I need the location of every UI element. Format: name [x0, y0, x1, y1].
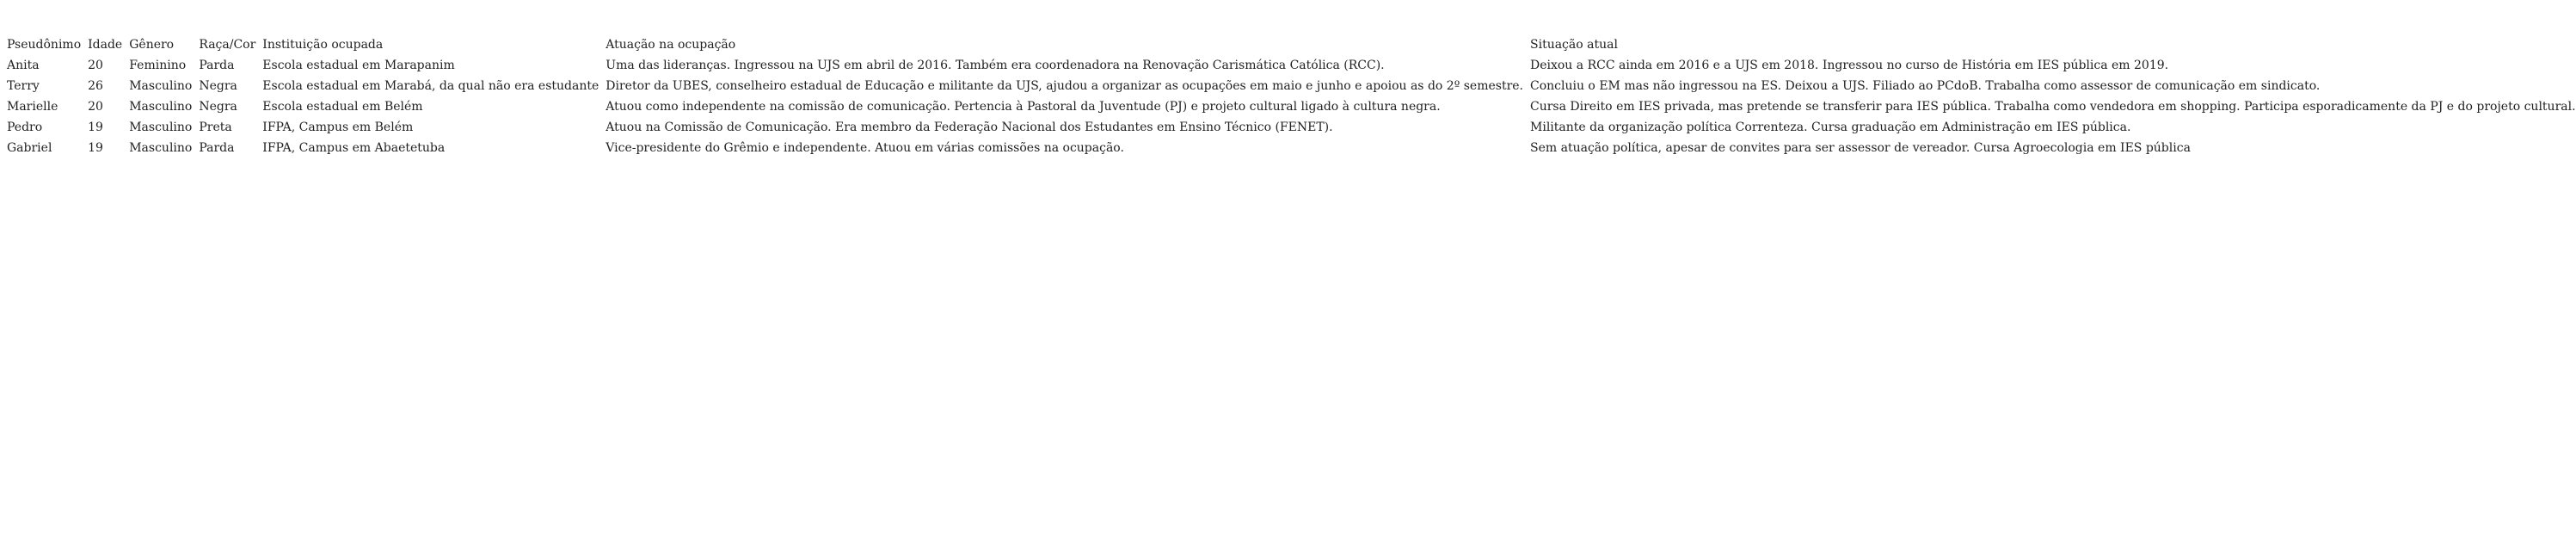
header-situacao: Situação atual — [1530, 38, 1618, 52]
cell-genero: Masculino — [129, 100, 193, 114]
cell-genero: Feminino — [129, 59, 187, 72]
cell-idade: 19 — [88, 121, 103, 134]
header-raca-cor: Raça/Cor — [199, 38, 256, 52]
cell-pseudonimo: Terry — [7, 79, 40, 93]
cell-raca-cor: Parda — [199, 59, 235, 72]
cell-idade: 19 — [88, 141, 103, 155]
cell-situacao: Cursa Direito em IES privada, mas pretende se transferir para IES pública. Trabalha como vendedora em shopping. Participa esporadicamente da PJ e do projeto cultural. — [1530, 100, 2576, 114]
cell-raca-cor: Negra — [199, 79, 237, 93]
header-idade: Idade — [88, 38, 123, 52]
cell-idade: 26 — [88, 79, 103, 93]
header-genero: Gênero — [129, 38, 175, 52]
cell-genero: Masculino — [129, 79, 193, 93]
data-table — [0, 34, 2576, 158]
cell-genero: Masculino — [129, 121, 193, 134]
cell-instituicao: Escola estadual em Marapanim — [262, 59, 455, 72]
table-row — [0, 76, 2576, 96]
cell-atuacao: Uma das lideranças. Ingressou na UJS em abril de 2016. Também era coordenadora na Renovação Carismática Católica (RCC). — [606, 59, 1385, 72]
cell-atuacao: Atuou como independente na comissão de comunicação. Pertencia à Pastoral da Juventude (PJ) e projeto cultural ligado à cultura negra. — [606, 100, 1441, 114]
cell-situacao: Militante da organização política Correnteza. Cursa graduação em Administração em IES pública. — [1530, 121, 2131, 134]
cell-instituicao: IFPA, Campus em Abaetetuba — [262, 141, 446, 155]
cell-situacao: Concluiu o EM mas não ingressou na ES. Deixou a UJS. Filiado ao PCdoB. Trabalha como assessor de comunicação em sindicato. — [1530, 79, 2321, 93]
table-row — [0, 117, 2576, 138]
cell-raca-cor: Parda — [199, 141, 235, 155]
cell-instituicao: Escola estadual em Belém — [262, 100, 423, 114]
header-pseudonimo: Pseudônimo — [7, 38, 82, 52]
table-row — [0, 138, 2576, 158]
spreadsheet-sheet — [0, 34, 2576, 158]
cell-instituicao: IFPA, Campus em Belém — [262, 121, 414, 134]
cell-idade: 20 — [88, 100, 103, 114]
cell-situacao: Deixou a RCC ainda em 2016 e a UJS em 2018. Ingressou no curso de História em IES pública em 2019. — [1530, 59, 2169, 72]
cell-pseudonimo: Marielle — [7, 100, 58, 114]
cell-pseudonimo: Gabriel — [7, 141, 52, 155]
cell-raca-cor: Negra — [199, 100, 237, 114]
header-instituicao: Instituição ocupada — [262, 38, 384, 52]
table-row — [0, 55, 2576, 76]
cell-idade: 20 — [88, 59, 103, 72]
cell-pseudonimo: Anita — [7, 59, 40, 72]
cell-atuacao: Vice-presidente do Grêmio e independente. Atuou em várias comissões na ocupação. — [606, 141, 1124, 155]
header-row — [0, 34, 2576, 55]
cell-pseudonimo: Pedro — [7, 121, 43, 134]
cell-atuacao: Atuou na Comissão de Comunicação. Era membro da Federação Nacional dos Estudantes em Ensino Técnico (FENET). — [606, 121, 1333, 134]
cell-raca-cor: Preta — [199, 121, 232, 134]
cell-situacao: Sem atuação política, apesar de convites para ser assessor de vereador. Cursa Agroecologia em IES pública — [1530, 141, 2191, 155]
cell-atuacao: Diretor da UBES, conselheiro estadual de Educação e militante da UJS, ajudou a organizar as ocupações em maio e junho e apoiou as do 2º semestre. — [606, 79, 1523, 93]
table-row — [0, 96, 2576, 117]
cell-genero: Masculino — [129, 141, 193, 155]
header-atuacao: Atuação na ocupação — [606, 38, 736, 52]
cell-instituicao: Escola estadual em Marabá, da qual não era estudante — [262, 79, 599, 93]
